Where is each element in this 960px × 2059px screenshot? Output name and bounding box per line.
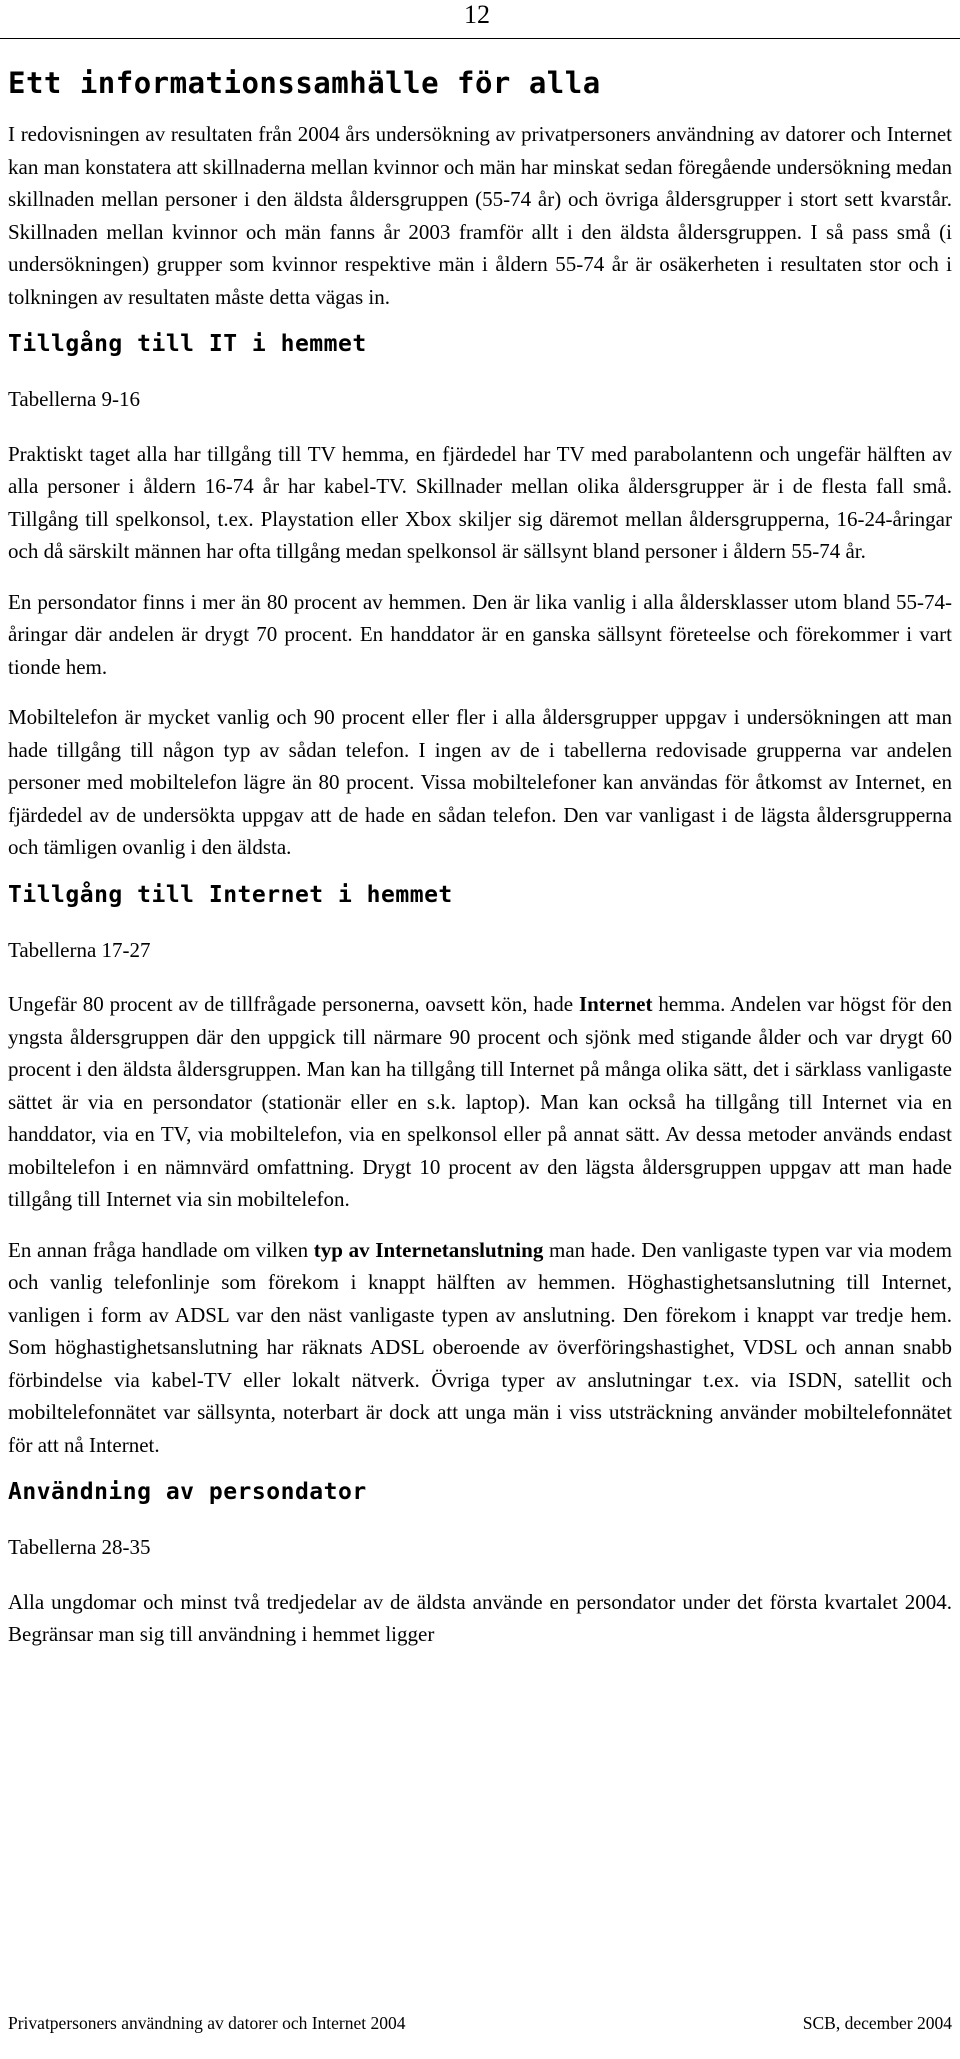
footer-publisher: SCB, december 2004 — [802, 2013, 952, 2033]
paragraph-mobile: Mobiltelefon är mycket vanlig och 90 procent eller fler i alla åldersgrupper uppgav i undersökningen att man hade tillgång till någon typ av sådan telefon. I ingen av de i tabellerna redovisade grupperna var andelen personer med mobiltelefon lägre än 80 procent. Vissa mobiltelefoner kan användas för åtkomst av Internet, en fjärdedel av de undersökta uppgav att de hade en sådan telefon. Den var vanligast i de lägsta åldersgrupperna och tämligen ovanlig i den äldsta. — [8, 705, 952, 859]
section-heading-info-society: Ett informationssamhälle för alla — [8, 66, 601, 100]
paragraph-intro: I redovisningen av resultaten från 2004 års undersökning av privatpersoners användning av datorer och Internet kan man konstatera att skillnaderna mellan kvinnor och män har minskat sedan föregående undersökning medan skillnaden mellan personer i den äldsta åldersgruppen (55-74 år) och övriga åldersgrupper i stort sett kvarstår. Skillnaden mellan kvinnor och män fanns år 2003 framför allt i den äldsta åldersgruppen. I så pass små (i undersökningen) grupper som kvinnor respektive män i åldern 55-74 år är osäkerheten i resultaten stor och i tolkningen av resultaten måste detta vägas in. — [8, 122, 952, 309]
paragraph-internet-access — [8, 988, 952, 1216]
page-number: 12 — [464, 0, 490, 29]
section-heading-pc-usage: Användning av persondator — [8, 1479, 367, 1505]
table-reference: Tabellerna 17-27 — [8, 937, 151, 962]
footer-title: Privatpersoners användning av datorer och Internet 2004 — [8, 2013, 406, 2033]
page-content — [8, 56, 952, 1669]
text-run: hemma. Andelen var högst för den yngsta åldersgruppen där den uppgick till närmare 90 procent och sjönk med stigande ålder och var drygt 60 procent i den äldsta åldersgruppen. Man kan ha tillgång till Internet på många olika sätt, det i särklass vanligaste sättet är via en persondator (stationär eller en s.k. laptop). Man kan också ha tillgång till Internet via en handdator, via en TV, via mobiltelefon, via en spelkonsol eller på annat sätt. Av dessa metoder används endast mobiltelefon i en nämnvärd omfattning. Drygt 10 procent av den lägsta åldersgruppen uppgav att man hade tillgång till Internet via sin mobiltelefon. — [8, 992, 953, 1211]
table-reference: Tabellerna 9-16 — [8, 387, 141, 411]
paragraph-connection-type — [8, 1234, 952, 1462]
header-rule — [0, 38, 960, 39]
text-run: Ungefär 80 procent av de tillfrågade personerna, oavsett kön, hade — [8, 992, 579, 1016]
paragraph-pc: En persondator finns i mer än 80 procent av hemmen. Den är lika vanlig i alla åldersklasser utom bland 55-74-åringar där andelen är drygt 70 procent. En handdator är en ganska sällsynt företeelse och förekommer i vart tionde hem. — [8, 589, 952, 679]
section-heading-it-at-home: Tillgång till IT i hemmet — [8, 331, 367, 357]
paragraph-pc-usage: Alla ungdomar och minst två tredjedelar av de äldsta använde en persondator under det första kvartalet 2004. Begränsar man sig till användning i hemmet ligger — [8, 1589, 952, 1646]
text-run: En annan fråga handlade om vilken — [8, 1237, 314, 1262]
paragraph-tv: Praktiskt taget alla har tillgång till TV hemma, en fjärdedel har TV med parabolantenn och ungefär hälften av alla personer i åldern 16-74 år har kabel-TV. Skillnader mellan olika åldersgrupper är i de flesta fall små. Tillgång till spelkonsol, t.ex. Playstation eller Xbox skiljer sig däremot mellan åldersgrupperna, 16-24-åringar och då särskilt männen har ofta tillgång medan spelkonsol är sällsynt bland personer i åldern 55-74 år. — [8, 441, 952, 563]
bold-term: Internet — [578, 992, 653, 1016]
section-heading-internet-at-home: Tillgång till Internet i hemmet — [8, 881, 453, 908]
page-footer — [8, 2013, 952, 2034]
table-reference: Tabellerna 28-35 — [8, 1535, 151, 1559]
text-run: man hade. Den vanligaste typen var via modem och vanlig telefonlinje som förekom i knappt hälften av hemmen. Höghastighetsanslutning till Internet, vanligen i form av ADSL var den näst vanligaste typen av anslutning. Den förekom i knappt var tredje hem. Som höghastighetsanslutning har räknats ADSL oberoende av överföringshastighet, VDSL och annan snabb förbindelse via kabel-TV eller lokalt nätverk. Övriga typer av anslutningar t.ex. via ISDN, satellit och mobiltelefonnätet var sällsynta, noterbart är dock att unga män i viss utsträckning använder mobiltelefonnätet för att nå Internet. — [8, 1237, 953, 1457]
bold-term: typ av Internetanslutning — [313, 1237, 544, 1262]
